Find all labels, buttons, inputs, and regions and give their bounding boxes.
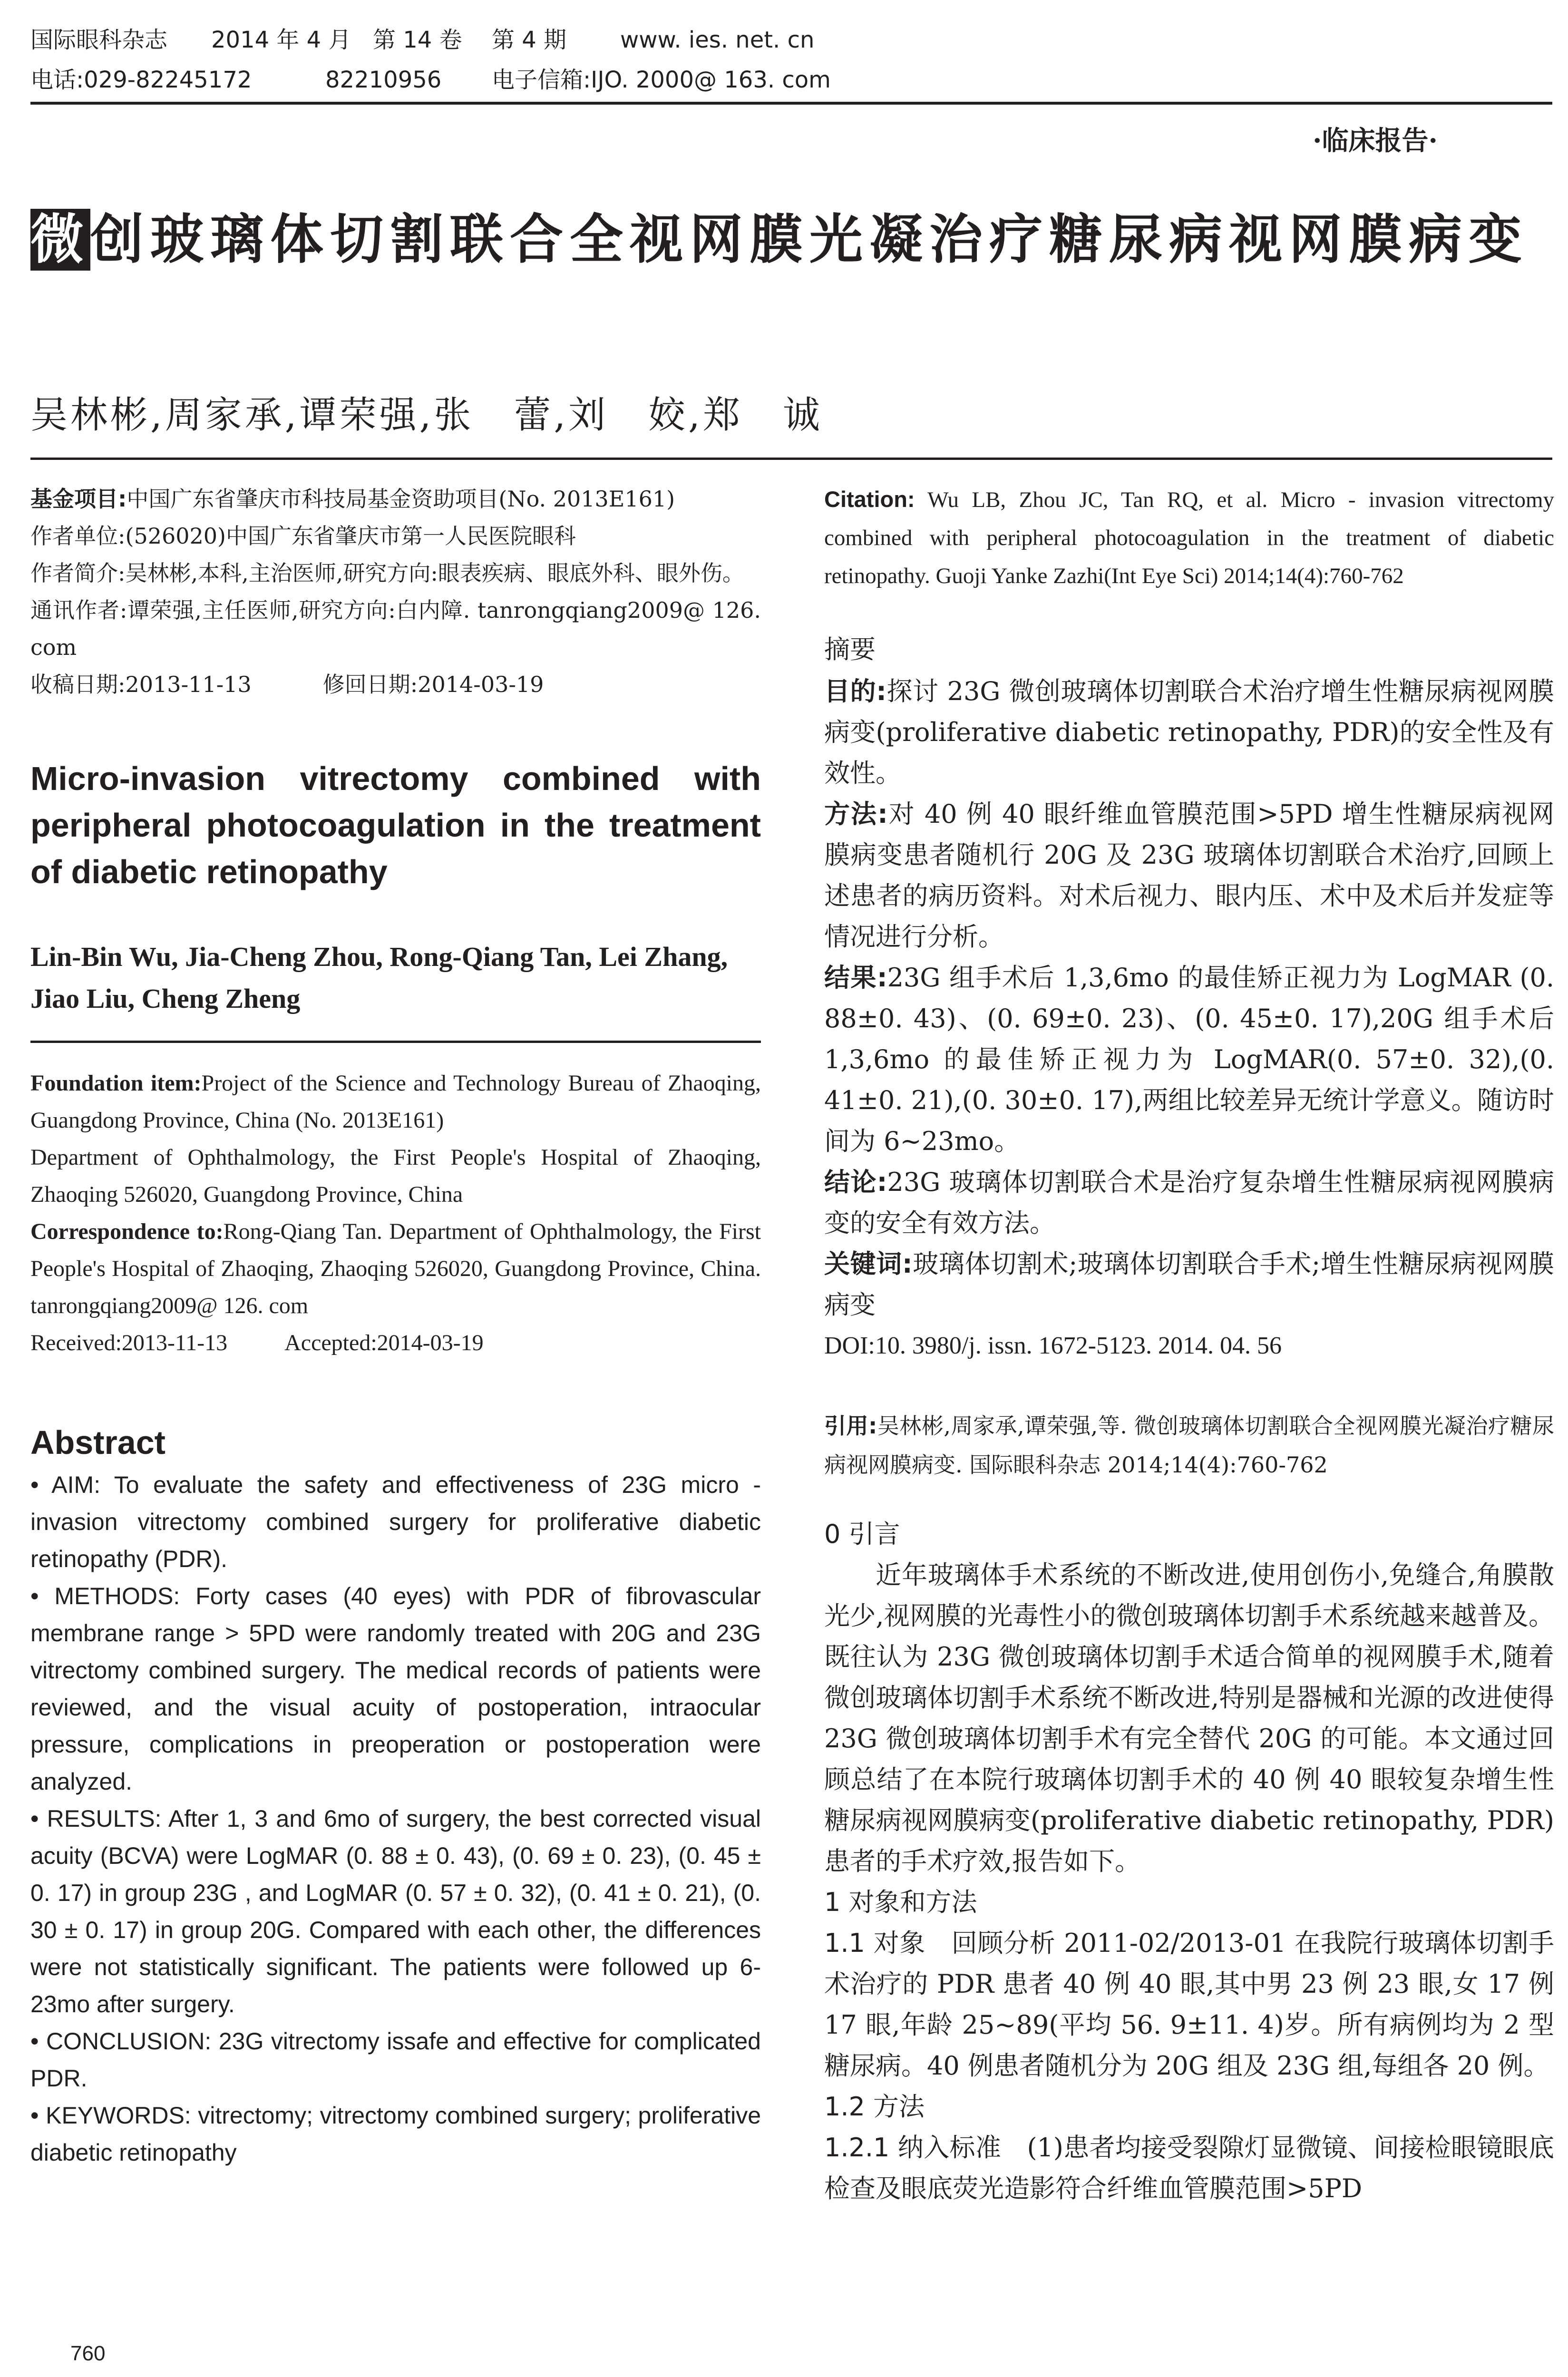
- title-lead-char: 微: [30, 209, 90, 271]
- journal-website: www. ies. net. cn: [620, 27, 815, 53]
- subjects-paragraph: 1.1 对象 回顾分析 2011-02/2013-01 在我院行玻璃体切割手术治疗的 PDR 患者 40 例 40 眼,其中男 23 例 23 眼,女 17 例 17 眼,年龄 25~89(平均 56. 9±11. 4)岁。所有病例均为 2 型糖尿病。40 例患者随机分为 20G 组及 23G 组,每组各 20 例。: [824, 1928, 1554, 2081]
- citation-cn: 引用:吴林彬,周家承,谭荣强,等. 微创玻璃体切割联合全视网膜光凝治疗糖尿病视网膜病变. 国际眼科杂志 2014;14(4):760-762: [824, 1413, 1554, 1478]
- article-title: [30, 202, 1552, 277]
- english-title: Micro-invasion vitrectomy combined with peripheral photocoagulation in the treatment of diabetic retinopathy: [30, 760, 761, 890]
- english-authors: Lin-Bin Wu, Jia-Cheng Zhou, Rong-Qiang Tan, Lei Zhang, Jiao Liu, Cheng Zheng: [30, 941, 728, 1014]
- authors-cn: 吴林彬,周家承,谭荣强,张 蕾,刘 姣,郑 诚: [30, 394, 823, 437]
- issue-number: 第 4 期: [492, 27, 567, 53]
- foundation-item: Foundation item:Project of the Science and Technology Bureau of Zhaoqing, Guangdong Province, China (No. 2013E161): [30, 1071, 761, 1133]
- abstract-en: [30, 1466, 761, 2171]
- journal-header: [30, 20, 1552, 100]
- abstract-cn-aim: 目的:探讨 23G 微创玻璃体切割联合术治疗增生性糖尿病视网膜病变(proliferative diabetic retinopathy, PDR)的安全性及有效性。: [824, 676, 1554, 788]
- author-bio: 作者简介:吴林彬,本科,主治医师,研究方向:眼表疾病、眼底外科、眼外伤。: [30, 560, 744, 586]
- authors-rule: [30, 458, 1552, 460]
- header-rule: [30, 102, 1552, 105]
- correspondence: Correspondence to:Rong-Qiang Tan. Department of Ophthalmology, the First People's Hospital of Zhaoqing, Zhaoqing 526020, Guangdong Province, China. tanrongqiang2009@ 126. com: [30, 1219, 761, 1318]
- abstract-cn-heading: 摘要: [824, 634, 876, 664]
- english-meta: [30, 1065, 761, 1362]
- corresponding-author: 通讯作者:谭荣强,主任医师,研究方向:白内障. tanrongqiang2009@ 126. com: [30, 597, 761, 660]
- abstract-cn-methods: 方法:对 40 例 40 眼纤维血管膜范围>5PD 增生性糖尿病视网膜病变患者随机行 20G 及 23G 玻璃体切割联合术治疗,回顾上述患者的病历资料。对术后视力、眼内压、术中及术后并发症等情况进行分析。: [824, 799, 1554, 952]
- department: Department of Ophthalmology, the First People's Hospital of Zhaoqing, Zhaoqing 526020, Guangdong Province, China: [30, 1145, 761, 1207]
- english-authors-rule: [30, 1041, 761, 1043]
- section-tag: ·临床报告·: [1313, 125, 1438, 156]
- abstract-cn-keywords: 关键词:玻璃体切割术;玻璃体切割联合手术;增生性糖尿病视网膜病变: [824, 1249, 1554, 1320]
- abstract-cn-results: 结果:23G 组手术后 1,3,6mo 的最佳矫正视力为 LogMAR (0. 88±0. 43)、(0. 69±0. 23)、(0. 45±0. 17),20G 组手术后 1,3,6mo 的最佳矫正视力为 LogMAR(0. 57±0. 32),(0. 41±0. 21),(0. 30±0. 17),两组比较差异无统计学意义。随访时间为 6~23mo。: [824, 963, 1554, 1156]
- abstract-conclusion: • CONCLUSION: 23G vitrectomy issafe and effective for complicated PDR.: [30, 2028, 761, 2092]
- criteria-paragraph: 1.2.1 纳入标准 (1)患者均接受裂隙灯显微镜、间接检眼镜眼底检查及眼底荧光造影符合纤维血管膜范围>5PD: [824, 2133, 1554, 2203]
- method-subheading: 1.2 方法: [824, 2092, 925, 2122]
- methods-heading: 1 对象和方法: [824, 1887, 977, 1917]
- meta-cn: [30, 480, 761, 703]
- left-column: [30, 480, 761, 2171]
- journal-phone-2: 82210956: [325, 67, 442, 93]
- abstract-heading: Abstract: [30, 1424, 166, 1461]
- journal-name: 国际眼科杂志: [30, 27, 168, 53]
- abstract-methods: • METHODS: Forty cases (40 eyes) with PDR of fibrovascular membrane range > 5PD were randomly treated with 20G and 23G vitrectomy combined surgery. The medical records of patients were reviewed, and the visual acuity of postoperation, intraocular pressure, complications in preoperation or postoperation were analyzed.: [30, 1583, 761, 1795]
- title-text: 创玻璃体切割联合全视网膜光凝治疗糖尿病视网膜病变: [90, 209, 1529, 271]
- abstract-cn-conclusion: 结论:23G 玻璃体切割联合术是治疗复杂增生性糖尿病视网膜病变的安全有效方法。: [824, 1167, 1554, 1238]
- author-unit: 作者单位:(526020)中国广东省肇庆市第一人民医院眼科: [30, 523, 576, 549]
- right-column: [824, 480, 1554, 2209]
- dates-en: Received:2013-11-13 Accepted:2014-03-19: [30, 1330, 484, 1355]
- abstract-aim: • AIM: To evaluate the safety and effectiveness of 23G micro - invasion vitrectomy combined surgery for proliferative diabetic retinopathy (PDR).: [30, 1471, 761, 1572]
- volume: 第 14 卷: [373, 27, 462, 53]
- issue-date: 2014 年 4 月: [211, 27, 351, 53]
- doi: DOI:10. 3980/j. issn. 1672-5123. 2014. 04. 56: [824, 1332, 1282, 1359]
- abstract-keywords: • KEYWORDS: vitrectomy; vitrectomy combined surgery; proliferative diabetic retinopathy: [30, 2102, 761, 2166]
- journal-email: 电子信箱:IJO. 2000@ 163. com: [492, 67, 831, 93]
- intro-heading: 0 引言: [824, 1519, 900, 1549]
- journal-phone: 电话:029-82245172: [30, 67, 252, 93]
- citation-en: Citation: Wu LB, Zhou JC, Tan RQ, et al. Micro - invasion vitrectomy combined with peripheral photocoagulation in the treatment of diabetic retinopathy. Guoji Yanke Zazhi(Int Eye Sci) 2014;14(4):760-762: [824, 487, 1554, 588]
- abstract-results: • RESULTS: After 1, 3 and 6mo of surgery, the best corrected visual acuity (BCVA) were LogMAR (0. 88 ± 0. 43), (0. 69 ± 0. 23), (0. 45 ± 0. 17) in group 23G , and LogMAR (0. 57 ± 0. 32), (0. 41 ± 0. 21), (0. 30 ± 0. 17) in group 20G. Compared with each other, the differences were not statistically significant. The patients were followed up 6-23mo after surgery.: [30, 1805, 761, 2017]
- intro-paragraph: 近年玻璃体手术系统的不断改进,使用创伤小,免缝合,角膜散光少,视网膜的光毒性小的微创玻璃体切割手术系统越来越普及。既往认为 23G 微创玻璃体切割手术适合简单的视网膜手术,随着微创玻璃体切割手术系统不断改进,特别是器械和光源的改进使得 23G 微创玻璃体切割手术有完全替代 20G 的可能。本文通过回顾总结了在本院行玻璃体切割手术的 40 例 40 眼较复杂增生性糖尿病视网膜病变(proliferative diabetic retinopathy, PDR)患者的手术疗效,报告如下。: [824, 1560, 1554, 1876]
- fund-item: 基金项目:中国广东省肇庆市科技局基金资助项目(No. 2013E161): [30, 486, 675, 512]
- page-number: 760: [70, 2342, 106, 2365]
- abstract-cn: [824, 671, 1554, 1366]
- dates-cn: 收稿日期:2013-11-13 修回日期:2014-03-19: [30, 672, 544, 697]
